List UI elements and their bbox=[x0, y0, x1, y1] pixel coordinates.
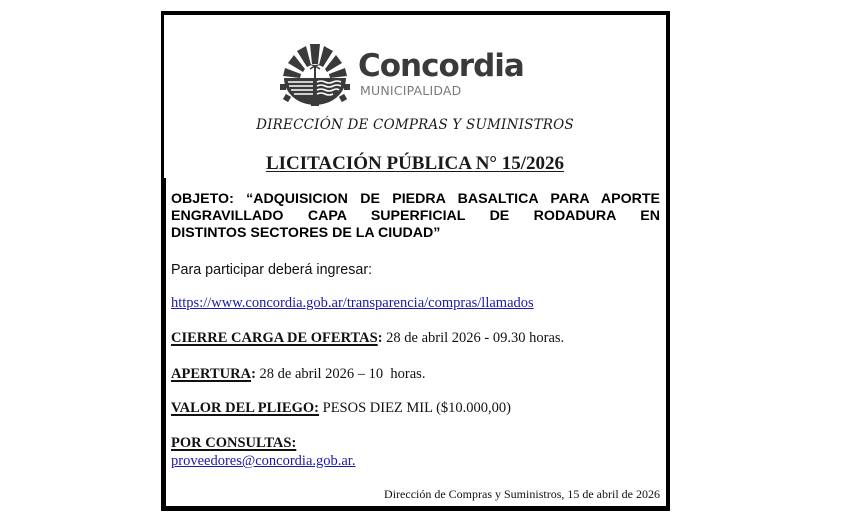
tender-object-line: OBJETO: “ADQUISICION DE PIEDRA BASALTICA PARA APORTE bbox=[171, 191, 660, 207]
tender-object bbox=[171, 191, 660, 242]
inquiries-label: POR CONSULTAS: bbox=[171, 435, 297, 451]
document-border-left-segment bbox=[161, 178, 166, 507]
offers-closing-field bbox=[171, 330, 564, 347]
inquiries-email-link[interactable]: proveedores@concordia.gob.ar. bbox=[171, 453, 356, 469]
opening-label: APERTURA bbox=[171, 366, 252, 382]
signature-line: Dirección de Compras y Suministros, 15 de abril de 2026 bbox=[384, 487, 660, 501]
logo-subtitle: MUNICIPALIDAD bbox=[360, 83, 462, 98]
logo-wordmark: Concordia bbox=[358, 48, 524, 84]
participation-instruction: Para participar deberá ingresar: bbox=[171, 262, 373, 278]
document-price-field bbox=[171, 400, 511, 417]
opening-value: 28 de abril 2026 – 10 horas. bbox=[255, 366, 426, 382]
opening-colon: : bbox=[251, 366, 256, 382]
concordia-sun-gear-emblem-icon bbox=[280, 42, 350, 106]
concordia-logo bbox=[280, 42, 540, 106]
offers-closing-label: CIERRE CARGA DE OFERTAS bbox=[171, 330, 378, 346]
tender-object-line: DISTINTOS SECTORES DE LA CIUDAD” bbox=[171, 225, 441, 241]
transparency-purchases-link[interactable]: https://www.concordia.gob.ar/transparencia/compras/llamados bbox=[171, 295, 534, 311]
tender-title-text: LICITACIÓN PÚBLICA N° 15/2026 bbox=[265, 153, 565, 174]
document-price-label: VALOR DEL PLIEGO: bbox=[171, 400, 319, 416]
offers-closing-colon: : bbox=[377, 330, 383, 346]
tender-object-line: ENGRAVILLADO CAPA SUPERFICIAL DE RODADURA EN bbox=[171, 208, 660, 224]
opening-field bbox=[171, 366, 425, 383]
offers-closing-value: 28 de abril 2026 - 09.30 horas. bbox=[382, 330, 565, 346]
document-price-value: PESOS DIEZ MIL ($10.000,00) bbox=[319, 400, 511, 416]
department-heading: DIRECCIÓN DE COMPRAS Y SUMINISTROS bbox=[256, 117, 574, 133]
tender-title bbox=[164, 153, 666, 175]
